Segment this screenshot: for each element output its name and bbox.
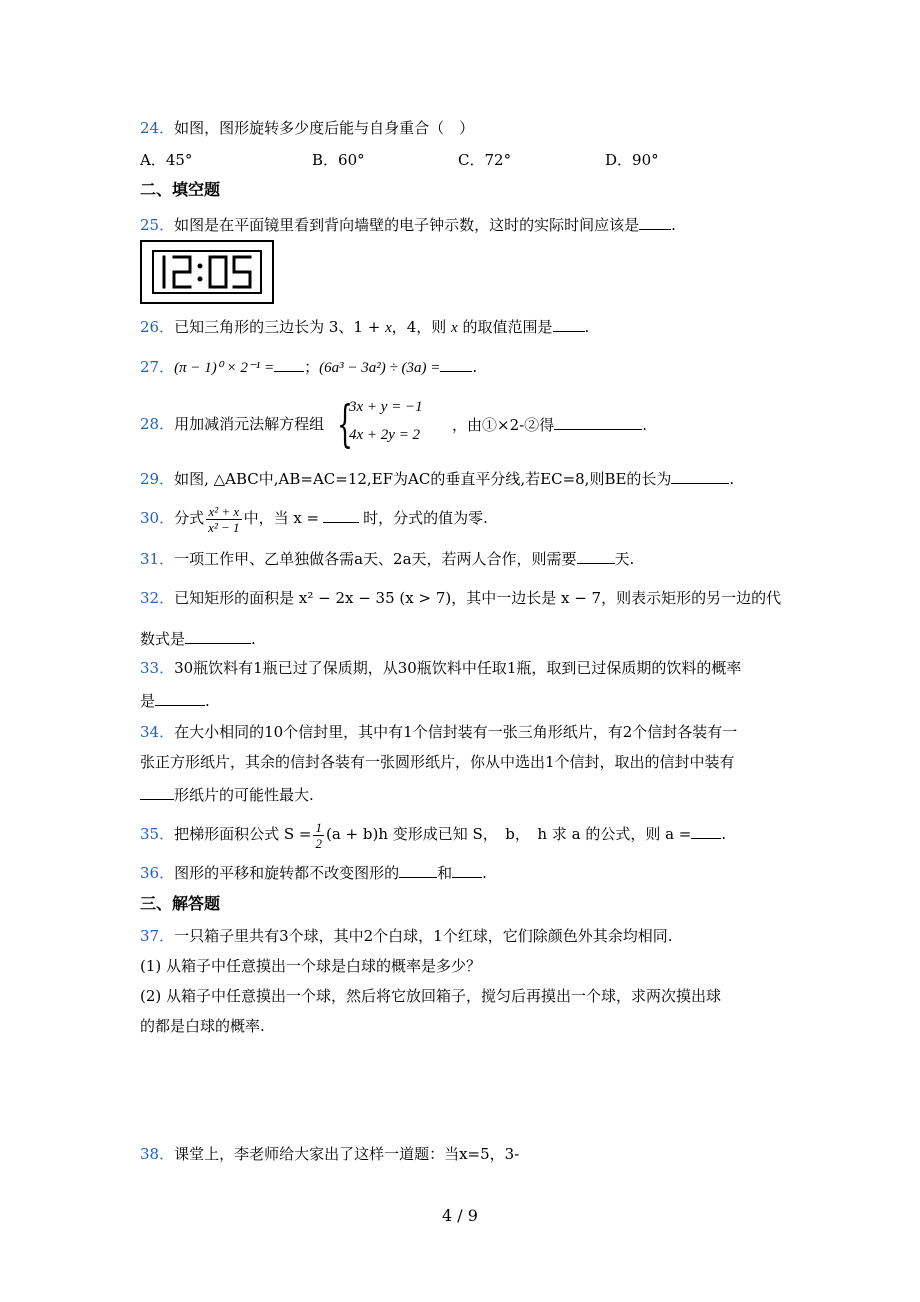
clock-digits-icon bbox=[154, 252, 260, 292]
answer-blank[interactable] bbox=[671, 468, 729, 484]
answer-blank[interactable] bbox=[691, 823, 721, 839]
question-31 bbox=[140, 548, 634, 569]
answer-blank[interactable] bbox=[323, 507, 359, 523]
question-32-cont bbox=[140, 628, 256, 649]
fraction bbox=[313, 820, 324, 851]
question-37 bbox=[140, 926, 673, 946]
question-34-cont: 张正方形纸片，其余的信封各装有一张圆形纸片，你从中选出1个信封，取出的信封中装有 bbox=[140, 753, 735, 771]
question-number: 38． bbox=[140, 1145, 175, 1163]
punct: . bbox=[721, 825, 727, 843]
question-27 bbox=[140, 356, 477, 378]
question-text: 用加减消元法解方程组 bbox=[174, 415, 325, 433]
answer-blank[interactable] bbox=[553, 316, 585, 332]
fraction-numerator: x² + x bbox=[206, 504, 241, 520]
question-text: 一项工作甲、乙单独做各需a天、2a天，若两人合作，则需要 bbox=[174, 550, 577, 568]
punct: . bbox=[205, 692, 210, 710]
answer-blank[interactable] bbox=[155, 690, 205, 706]
answer-blank[interactable] bbox=[639, 214, 671, 230]
question-34-cont2 bbox=[140, 784, 314, 805]
question-text: 如图, △ABC中,AB=AC=12,EF为AC的垂直平分线,若EC=8,则BE的长为 bbox=[174, 470, 672, 488]
question-text: 图形的平移和旋转都不改变图形的 bbox=[174, 864, 400, 882]
separator: ； bbox=[304, 358, 320, 376]
question-26 bbox=[140, 316, 589, 338]
question-37-part-1: (1) 从箱子中任意摸出一个球是白球的概率是多少？ bbox=[140, 957, 482, 975]
question-37-part-2: (2) 从箱子中任意摸出一个球，然后将它放回箱子，搅匀后再摸出一个球，求两次摸出球 bbox=[140, 987, 722, 1005]
page-number: 4 / 9 bbox=[442, 1206, 478, 1225]
question-number: 29． bbox=[140, 470, 175, 488]
question-28-tail bbox=[452, 414, 647, 435]
clock-display bbox=[152, 250, 262, 294]
question-30 bbox=[140, 500, 488, 536]
answer-blank-2[interactable] bbox=[440, 356, 472, 372]
question-28 bbox=[140, 414, 324, 434]
question-number: 31． bbox=[140, 550, 175, 568]
fraction-denominator: 2 bbox=[315, 835, 322, 851]
answer-blank[interactable] bbox=[185, 628, 251, 644]
punct: . bbox=[482, 864, 487, 882]
variable-x: x bbox=[385, 320, 392, 336]
question-text: (a + b)h 变形成已知 S， b， h 求 a 的公式，则 a = bbox=[325, 825, 692, 843]
question-35 bbox=[140, 816, 726, 852]
answer-blank[interactable] bbox=[577, 548, 615, 564]
punct: . bbox=[642, 416, 647, 434]
question-34 bbox=[140, 722, 737, 742]
question-number: 30． bbox=[140, 509, 175, 527]
question-number: 33． bbox=[140, 659, 175, 677]
section-heading-answer: 三、解答题 bbox=[140, 894, 221, 913]
question-number: 24． bbox=[140, 119, 175, 137]
question-37-part-2-cont: 的都是白球的概率. bbox=[140, 1017, 265, 1035]
question-number: 27． bbox=[140, 358, 175, 376]
question-text: 已知三角形的三边长为 3、1 + bbox=[174, 318, 386, 336]
question-24 bbox=[140, 118, 474, 138]
question-text: 如图，图形旋转多少度后能与自身重合（ ） bbox=[174, 119, 475, 137]
question-text: 形纸片的可能性最大. bbox=[174, 786, 314, 804]
question-text: ，4，则 bbox=[391, 318, 452, 336]
question-text: 的取值范围是 bbox=[457, 318, 553, 336]
question-number: 25． bbox=[140, 216, 175, 234]
equation-1: 3x + y = −1 bbox=[349, 399, 423, 415]
brace-icon: { bbox=[337, 395, 353, 453]
question-text: 天. bbox=[614, 550, 635, 568]
fraction-denominator: x² − 1 bbox=[208, 519, 240, 535]
question-text: 和 bbox=[437, 864, 453, 882]
punct: . bbox=[729, 470, 735, 488]
question-number: 37． bbox=[140, 927, 175, 945]
punct: . bbox=[671, 216, 676, 234]
question-text: 30瓶饮料有1瓶已过了保质期，从30瓶饮料中任取1瓶，取到已过保质期的饮料的概率 bbox=[174, 659, 742, 677]
expression-1: (π − 1)⁰ × 2⁻¹ = bbox=[174, 360, 275, 376]
question-number: 36． bbox=[140, 864, 175, 882]
question-36 bbox=[140, 862, 487, 883]
option-d: D．90° bbox=[605, 151, 659, 169]
question-25 bbox=[140, 214, 676, 235]
question-text: 是 bbox=[140, 692, 156, 710]
question-text: 分式 bbox=[174, 509, 205, 527]
question-number: 32． bbox=[140, 589, 175, 607]
question-33 bbox=[140, 658, 741, 678]
punct: . bbox=[472, 358, 478, 376]
question-text: 如图是在平面镜里看到背向墙壁的电子钟示数，这时的实际时间应该是 bbox=[174, 216, 640, 234]
answer-blank-2[interactable] bbox=[452, 862, 482, 878]
fraction-numerator: 1 bbox=[315, 819, 322, 835]
question-29 bbox=[140, 468, 734, 489]
option-a: A．45° bbox=[140, 151, 193, 169]
digital-clock-figure bbox=[140, 240, 274, 304]
question-text: 在大小相同的10个信封里，其中有1个信封装有一张三角形纸片，有2个信封各装有一 bbox=[174, 723, 738, 741]
question-number: 35． bbox=[140, 825, 175, 843]
question-text: 把梯形面积公式 S = bbox=[174, 825, 312, 843]
answer-blank-1[interactable] bbox=[274, 356, 304, 372]
question-number: 28． bbox=[140, 415, 175, 433]
answer-blank[interactable] bbox=[554, 414, 642, 430]
variable-x: x bbox=[451, 320, 458, 336]
question-text: 中，当 x = bbox=[243, 509, 320, 527]
question-text: ，由①×2-②得 bbox=[452, 416, 555, 434]
question-text: 时，分式的值为零. bbox=[363, 509, 488, 527]
equation-2: 4x + 2y = 2 bbox=[349, 427, 421, 443]
question-text: 数式是 bbox=[140, 630, 186, 648]
option-b: B．60° bbox=[312, 151, 365, 169]
punct: . bbox=[584, 318, 590, 336]
question-33-cont bbox=[140, 690, 210, 711]
answer-blank-1[interactable] bbox=[399, 862, 437, 878]
punct: . bbox=[251, 630, 256, 648]
question-38 bbox=[140, 1144, 519, 1164]
question-number: 26． bbox=[140, 318, 175, 336]
question-text: 已知矩形的面积是 x² − 2x − 35 (x > 7)，其中一边长是 x − 7，则表示矩形的另一边的代 bbox=[174, 589, 782, 607]
section-heading-fill-blank: 二、填空题 bbox=[140, 180, 221, 199]
question-text: 课堂上，李老师给大家出了这样一道题：当x=5，3- bbox=[174, 1145, 520, 1163]
option-c: C．72° bbox=[458, 151, 512, 169]
fraction bbox=[206, 504, 241, 535]
answer-blank[interactable] bbox=[140, 784, 174, 800]
question-32 bbox=[140, 588, 781, 608]
question-number: 34． bbox=[140, 723, 175, 741]
question-text: 一只箱子里共有3个球，其中2个白球，1个红球，它们除颜色外其余均相同. bbox=[174, 927, 673, 945]
expression-2: (6a³ − 3a²) ÷ (3a) = bbox=[319, 360, 441, 376]
